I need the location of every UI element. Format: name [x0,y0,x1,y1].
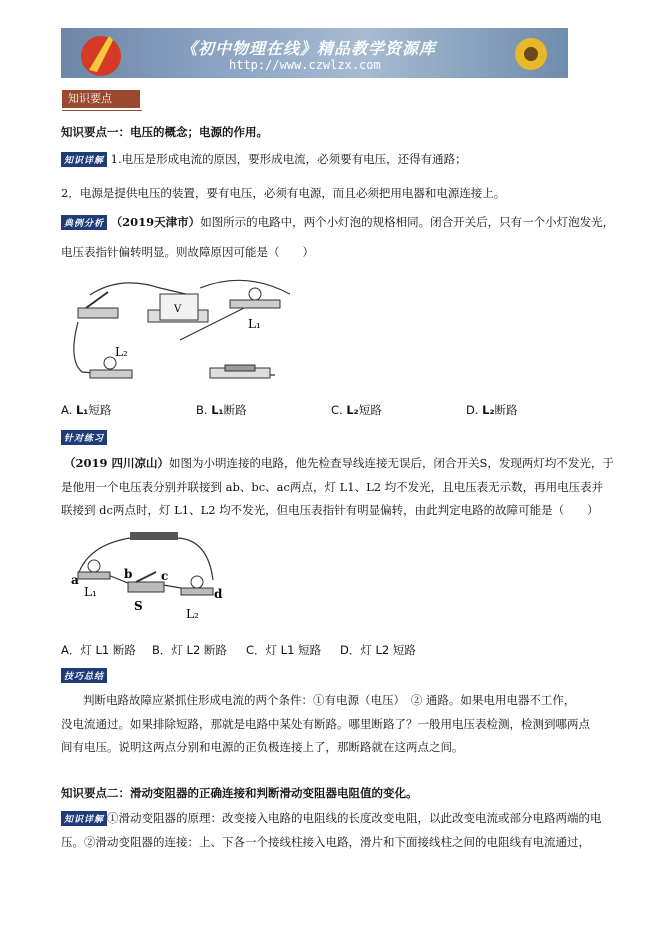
detail-text-2: 2．电源是提供电压的装置，要有电压，必须有电源，而且必须把用电器和电源连接上。 [61,186,506,200]
practice-line-1: 如图为小明连接的电路，他先检查导线连接无误后，闭合开关S，发现两灯均不发光，于 [169,456,614,470]
practice-line-2: 是他用一个电压表分别并联接到 ab、bc、ac两点，灯 L1、L2 均不发光，且电压表无示数，再用电压表并 [61,480,604,494]
sunflower-center [524,47,538,61]
bulb-base-l1 [78,572,110,579]
badge-practice: 针对练习 [61,430,107,445]
option-b[interactable] [196,402,247,418]
point2-detail-line-2: 压。②滑动变阻器的连接：上、下各一个接线柱接入电路，滑片和下面接线柱之间的电阻线有电流通过， [61,835,590,849]
wire [178,538,213,580]
badge-detail: 知识详解 [61,152,107,167]
option-c-text: 短路 [358,403,382,417]
battery-pack [130,532,178,540]
example-line-2: 电压表指针偏转明显。则故障原因可能是（ ） [61,245,314,259]
option-c[interactable] [331,402,382,418]
option-b-text: 断路 [223,403,247,417]
option-d-label: D. [466,403,479,417]
practice-badge-row [61,430,107,445]
bulb-base-l2 [90,370,132,378]
section-tag: 知识要点 [62,90,140,108]
summary-line-2: 没电流通过。如果排除短路，那就是电路中某处有断路。哪里断路了？一般用电压表检测，检测到哪两点 [61,717,590,731]
bulb-l1-icon [88,560,100,572]
wire [78,538,130,575]
practice-line-3: 联接到 dc两点时，灯 L1、L2 均不发光，但电压表指针有明显偏转，由此判定电路的故障可能是（ ） [61,503,599,517]
option-d[interactable] [466,402,518,418]
practice-line-1-row [64,455,614,471]
summary-line-3: 间有电压。说明这两点分别和电源的正负极连接上了，那断路就在这两点之间。 [61,740,464,754]
detail-text-1: 1.电压是形成电流的原因，要形成电流，必须要有电压，还得有通路； [110,152,467,166]
option-d-text: 断路 [494,403,518,417]
badge-summary: 技巧总结 [61,668,107,683]
practice-option-a[interactable]: A．灯 L1 断路 [61,643,136,657]
banner-title: 《初中物理在线》精品教学资源库 [181,39,437,58]
label-l2: L₂ [115,345,128,359]
option-a-bulb: L₁ [75,403,89,417]
switch-lever [86,292,108,308]
bulb-base-l2 [181,588,213,595]
switch-base [78,308,118,318]
option-c-bulb: L₂ [346,403,359,417]
example-source: （2019天津市） [110,215,201,229]
summary-line-1: 判断电路故障应紧抓住形成电流的两个条件：①有电源（电压） ② 通路。如果电用电器不工作， [83,693,576,707]
label-s: S [134,599,143,613]
circuit-figure-1 [60,270,290,385]
bulb-base-l1 [230,300,280,308]
example-row [61,214,614,230]
option-b-label: B. [196,403,208,417]
option-c-label: C. [331,403,343,417]
label-l1: L₁ [248,317,261,331]
option-a-label: A. [61,403,73,417]
point2-detail-row [61,810,602,826]
section-tag-underline [62,110,142,111]
wire [200,280,290,345]
option-a-text: 短路 [88,403,112,417]
circuit-figure-2 [68,530,238,625]
banner-url: http://www.czwlzx.com [229,58,381,72]
bulb-l2-icon [191,576,203,588]
battery-icon [225,365,255,371]
example-line-1: 如图所示的电路中，两个小灯泡的规格相同。闭合开关后，只有一个小灯泡发光， [200,215,615,229]
practice-option-c[interactable]: C．灯 L1 短路 [246,643,322,657]
point-b: b [124,567,133,581]
point2-heading: 知识要点二：滑动变阻器的正确连接和判断滑动变阻器电阻值的变化。 [61,786,418,800]
point1-heading: 知识要点一：电压的概念；电源的作用。 [61,125,268,139]
bulb-l1-icon [249,288,261,300]
switch-lever [136,572,156,582]
badge-example: 典例分析 [61,215,107,230]
detail-row-1 [61,151,467,167]
point-a: a [71,573,79,587]
point-c: c [161,569,169,583]
point-d: d [214,587,223,601]
option-d-bulb: L₂ [482,403,495,417]
option-b-bulb: L₁ [211,403,224,417]
header-banner [61,28,568,78]
practice-option-d[interactable]: D．灯 L2 短路 [340,643,416,657]
point2-detail-line-1: ①滑动变阻器的原理：改变接入电路的电阻线的长度改变电阻，以此改变电流或部分电路两端的电 [107,811,602,825]
badge-detail-2: 知识详解 [61,811,107,826]
summary-badge-row [61,668,107,683]
option-a[interactable] [61,402,111,418]
label-l1: L₁ [84,585,97,599]
practice-source: （2019 四川凉山） [64,456,170,470]
practice-option-b[interactable]: B．灯 L2 断路 [152,643,227,657]
meter-label: V [174,304,182,315]
switch-base [128,582,164,592]
label-l2: L₂ [186,607,199,621]
